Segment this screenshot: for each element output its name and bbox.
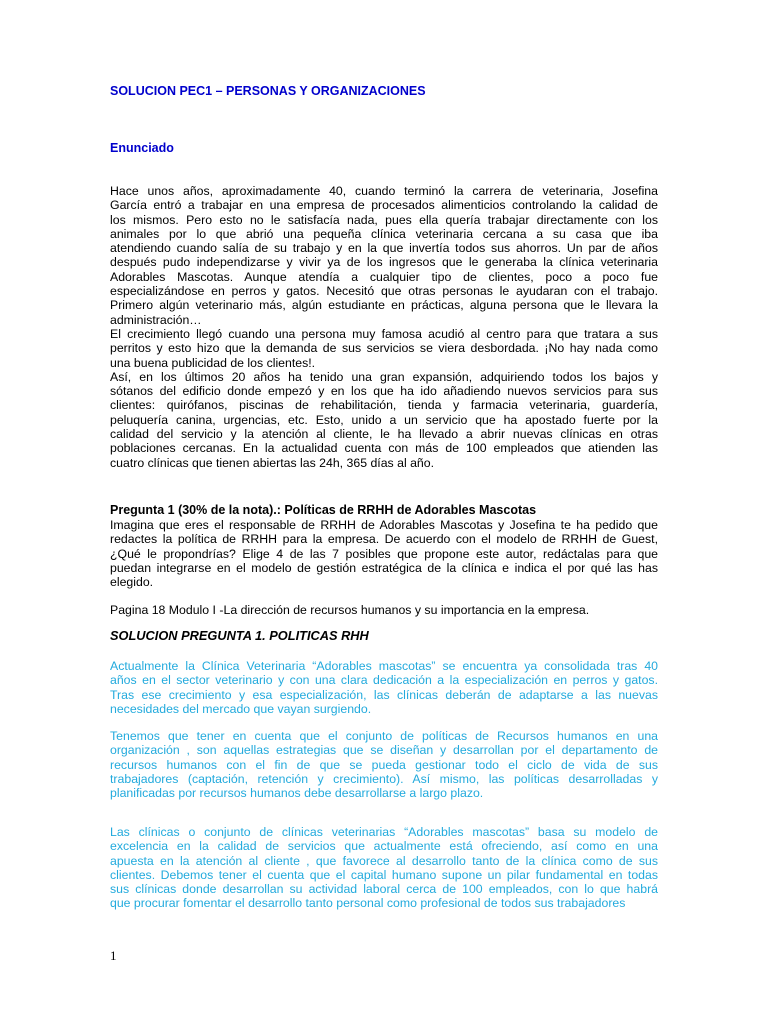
text-line: perritos y esto hizo que la demanda de sus servicios se viera desbordada. ¡No hay nada como (110, 341, 658, 356)
text-line: sótanos del edificio donde empezó y en los que ha ido añadiendo nuevos servicios para sus (110, 384, 658, 399)
enunciado-text (110, 184, 658, 470)
text-line: administración… (110, 312, 202, 327)
text-line: sus clínicas donde desarrollan su actividad laboral cerca de 100 empleados, con lo que habrá (110, 882, 658, 897)
text-line: animales por lo que abrió una pequeña clínica veterinaria cercana a su casa que iba (110, 226, 658, 241)
text-line: especializándose en perros y gatos. Necesitó que otras personas le ayudaran con el trabajo. (110, 284, 658, 299)
text-line: El crecimiento llegó cuando una persona muy famosa acudió al centro para que tratara a sus (110, 326, 658, 341)
text-line: puedan integrarse en el modelo de gestión estratégica de la clínica e indica el por qué las has (110, 560, 658, 575)
text-line: Adorables Mascotas. Aunque atendía a cualquier tipo de clientes, poco a poco fue (110, 269, 658, 284)
page-number: 1 (110, 948, 117, 963)
pregunta1-heading: Pregunta 1 (30% de la nota).: Políticas de RRHH de Adorables Mascotas (110, 503, 537, 517)
text-line: Imagina que eres el responsable de RRHH de Adorables Mascotas y Josefina te ha pedido que (110, 518, 658, 532)
solucion-paragraph-3 (110, 825, 658, 911)
text-line: atendiendo cuando salía de su trabajo y en la que invertía todos sus ahorros. Un par de años (110, 241, 658, 256)
text-line: Así, en los últimos 20 años ha tenido una gran expansión, adquiriendo todos los bajos y (110, 369, 658, 384)
text-line: ¿Qué le propondrías? Elige 4 de las 7 posibles que propone este autor, redáctalas para que (110, 546, 658, 561)
text-line: planificadas por recursos humanos debe desarrollarse a largo plazo. (110, 786, 484, 801)
solucion-paragraph-2 (110, 729, 658, 800)
pagina-reference-line: Pagina 18 Modulo I -La dirección de recursos humanos y su importancia en la empresa. (110, 603, 590, 617)
text-line: Primero algún veterinario más, algún estudiante en prácticas, alguna persona que le llevara la (110, 298, 658, 313)
text-line: redactes la política de RRHH para la empresa. De acuerdo con el modelo de RRHH de Guest, (110, 532, 658, 547)
text-line: que procurar fomentar el desarrollo tanto personal como profesional de todos sus trabajadores (110, 896, 626, 911)
text-line: Hace unos años, aproximadamente 40, cuando terminó la carrera de veterinaria, Josefina (110, 184, 658, 198)
text-line: Las clínicas o conjunto de clínicas veterinarias “Adorables mascotas” basa su modelo de (110, 825, 658, 839)
text-line: organización , son aquellas estrategias que se diseñan y desarrollan por el departamento de (110, 743, 658, 758)
text-line: Tenemos que tener en cuenta que el conjunto de políticas de Recursos humanos en una (110, 729, 658, 743)
text-line: calidad del servicio y la atención al cliente, le ha llevado a abrir nuevas clínicas en otras (110, 427, 658, 442)
text-line: años en el sector veterinario y con una clara dedicación a la especialización en perros y gatos. (110, 673, 658, 688)
text-line: elegido. (110, 575, 154, 590)
solucion-paragraph-1 (110, 659, 658, 716)
text-line: excelencia en la calidad de servicios que actualmente está ofreciendo, así como en una (110, 839, 658, 854)
document-title: SOLUCION PEC1 – PERSONAS Y ORGANIZACIONES (110, 84, 426, 98)
text-line: los mismos. Pero esto no le satisfacía nada, pues ella quería trabajar directamente con los (110, 212, 658, 227)
pagina-reference (110, 603, 658, 617)
text-line: apuesta en la atención al cliente , que favorece al desarrollo tanto de la clínica como de sus (110, 853, 658, 868)
text-line: necesidades del mercado que vayan surgiendo. (110, 701, 372, 716)
text-line: poblaciones cercanas. En la actualidad cuenta con más de 100 empleados que atienden las (110, 441, 658, 456)
text-line: Tras ese crecimiento y esa especialización, las clínicas deberán de adaptarse a las nuevas (110, 687, 658, 702)
text-line: clientes: quirófanos, piscinas de rehabilitación, tienda y farmacia veterinaria, guardería, (110, 398, 658, 413)
text-line: después pudo independizarse y vivir ya de los ingresos que le generaba la clínica veterinaria (110, 255, 658, 270)
text-line: García entró a trabajar en una empresa de procesados alimenticios controlando la calidad de (110, 198, 658, 213)
text-line: cuatro clínicas que tienen abiertas las 24h, 365 días al año. (110, 455, 435, 470)
text-line: trabajadores (captación, retención y crecimiento). Así mismo, las políticas desarrolladas y (110, 771, 658, 786)
text-line: peluquería canina, urgencias, etc. Esto, unido a un servicio que ha apostado fuerte por la (110, 412, 658, 427)
text-line: recursos humanos con el fin de que se pueda gestionar todo el ciclo de vida de sus (110, 757, 658, 772)
text-line: clientes. Debemos tener el cuenta que el capital humano supone un pilar fundamental en todas (110, 867, 658, 882)
enunciado-heading: Enunciado (110, 141, 174, 155)
pregunta1-text (110, 518, 658, 589)
solucion-heading: SOLUCION PREGUNTA 1. POLITICAS RHH (110, 628, 369, 643)
text-line: una buena publicidad de los clientes!. (110, 355, 316, 370)
text-line: Actualmente la Clínica Veterinaria “Adorables mascotas” se encuentra ya consolidada tras 40 (110, 659, 658, 673)
